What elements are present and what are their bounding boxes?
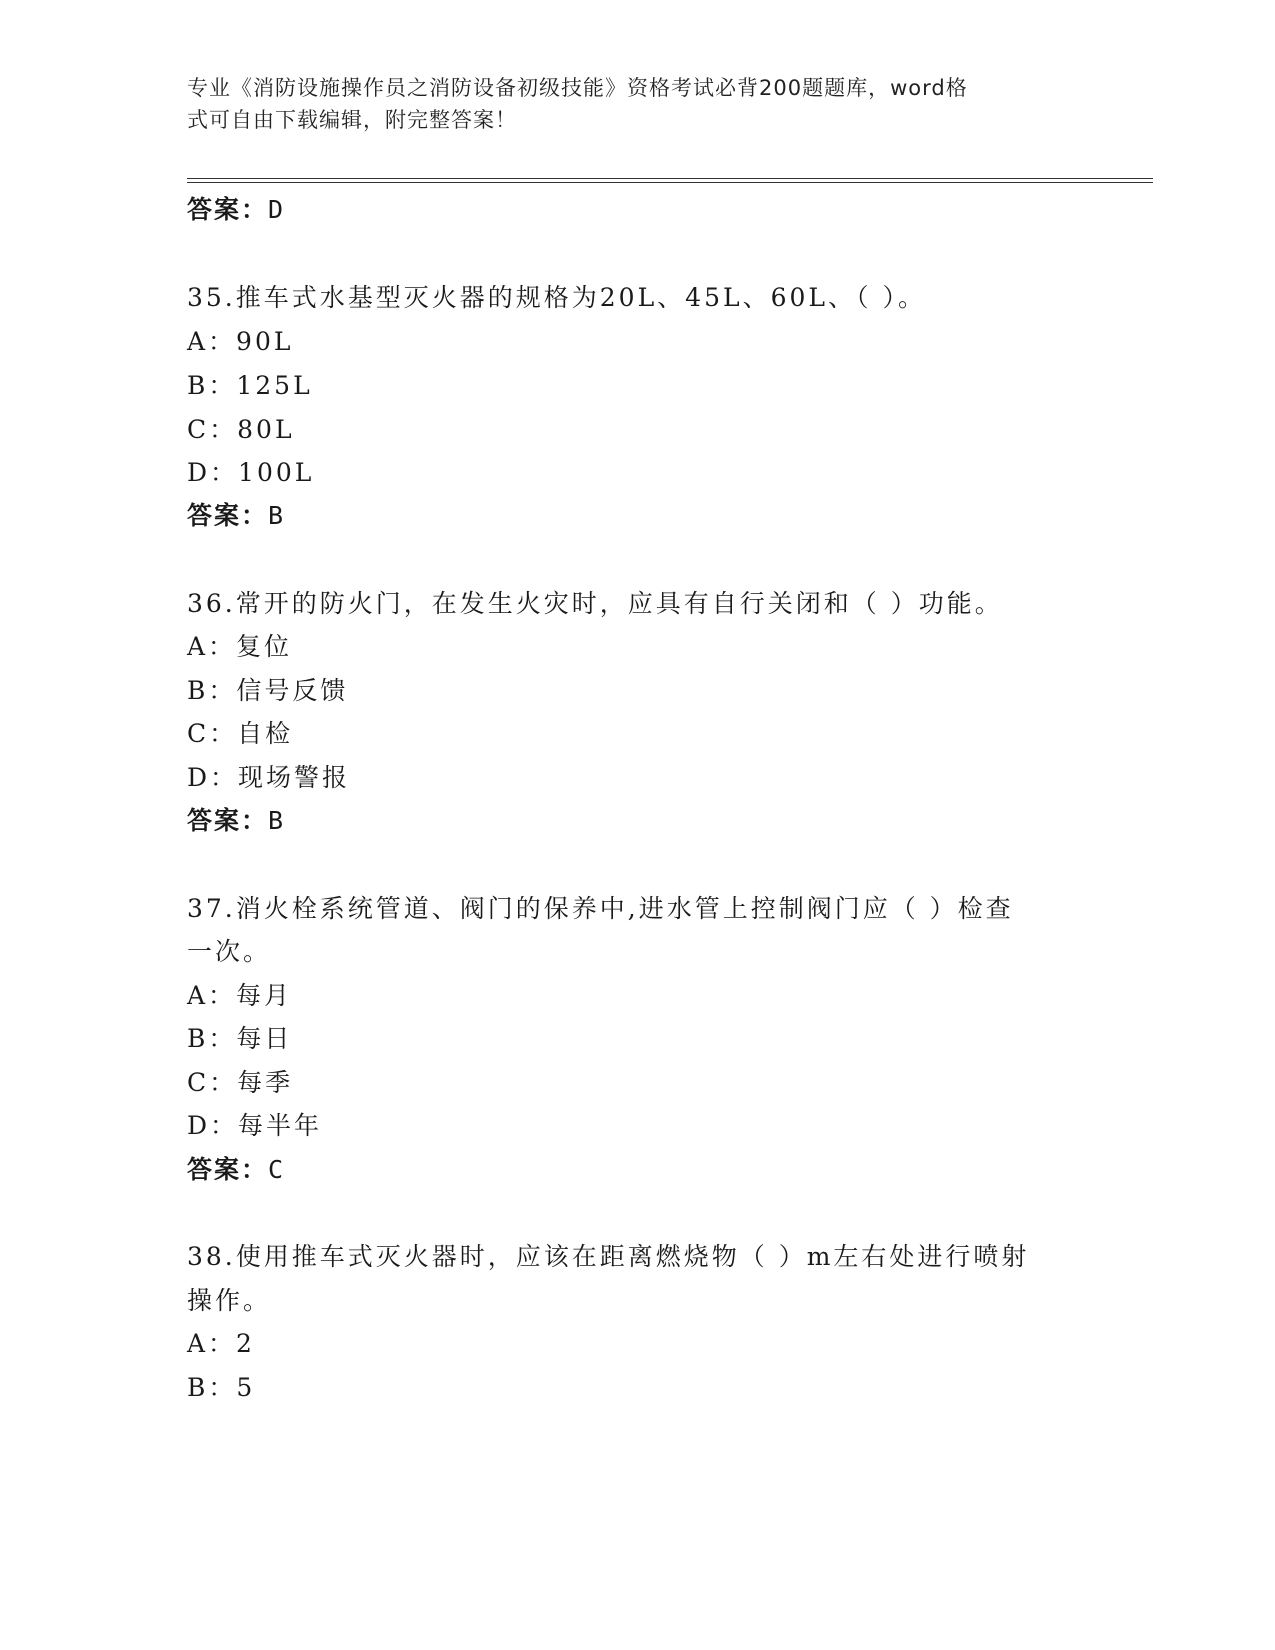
option-a: A：复位 [187, 632, 293, 661]
option-a: A：2 [187, 1329, 255, 1358]
answer-label: 答案： [187, 1155, 269, 1184]
header-divider-bottom [187, 182, 1153, 183]
answer-value: D [268, 195, 286, 224]
option-d: D：100L [187, 458, 315, 487]
question-stem: 35.推车式水基型灭火器的规格为20L、45L、60L、（ ）。 [187, 283, 926, 312]
answer-label: 答案： [187, 501, 269, 530]
answer-value: B [268, 806, 286, 835]
option-b: B：5 [187, 1373, 256, 1402]
answer-label: 答案： [187, 806, 269, 835]
answer-line [187, 801, 285, 837]
header-line-2: 式可自由下载编辑，附完整答案！ [187, 108, 517, 132]
answer-value: C [268, 1155, 286, 1184]
answer-line [187, 190, 285, 226]
header-divider-top [187, 178, 1153, 179]
answer-line [187, 1150, 285, 1186]
option-b: B：每日 [187, 1024, 293, 1053]
header-line-1: 专业《消防设施操作员之消防设备初级技能》资格考试必背200题题库，word格 [187, 76, 968, 100]
option-a: A：每月 [187, 981, 293, 1010]
question-stem-line-1: 38.使用推车式灭火器时，应该在距离燃烧物（ ）m左右处进行喷射 [187, 1242, 1030, 1271]
question-stem-line-2: 一次。 [187, 937, 272, 966]
answer-label: 答案： [187, 195, 269, 224]
question-stem: 36.常开的防火门，在发生火灾时，应具有自行关闭和（ ）功能。 [187, 589, 1003, 618]
option-d: D：现场警报 [187, 763, 351, 792]
option-b: B：125L [187, 371, 313, 400]
option-b: B：信号反馈 [187, 676, 349, 705]
option-d: D：每半年 [187, 1111, 323, 1140]
document-header [187, 72, 1067, 136]
option-c: C：80L [187, 415, 295, 444]
option-c: C：每季 [187, 1068, 294, 1097]
option-c: C：自检 [187, 719, 294, 748]
question-stem-line-2: 操作。 [187, 1286, 272, 1315]
option-a: A：90L [187, 327, 294, 356]
answer-value: B [268, 501, 286, 530]
answer-line [187, 496, 285, 532]
question-stem-line-1: 37.消火栓系统管道、阀门的保养中,进水管上控制阀门应（ ）检查 [187, 894, 1014, 923]
